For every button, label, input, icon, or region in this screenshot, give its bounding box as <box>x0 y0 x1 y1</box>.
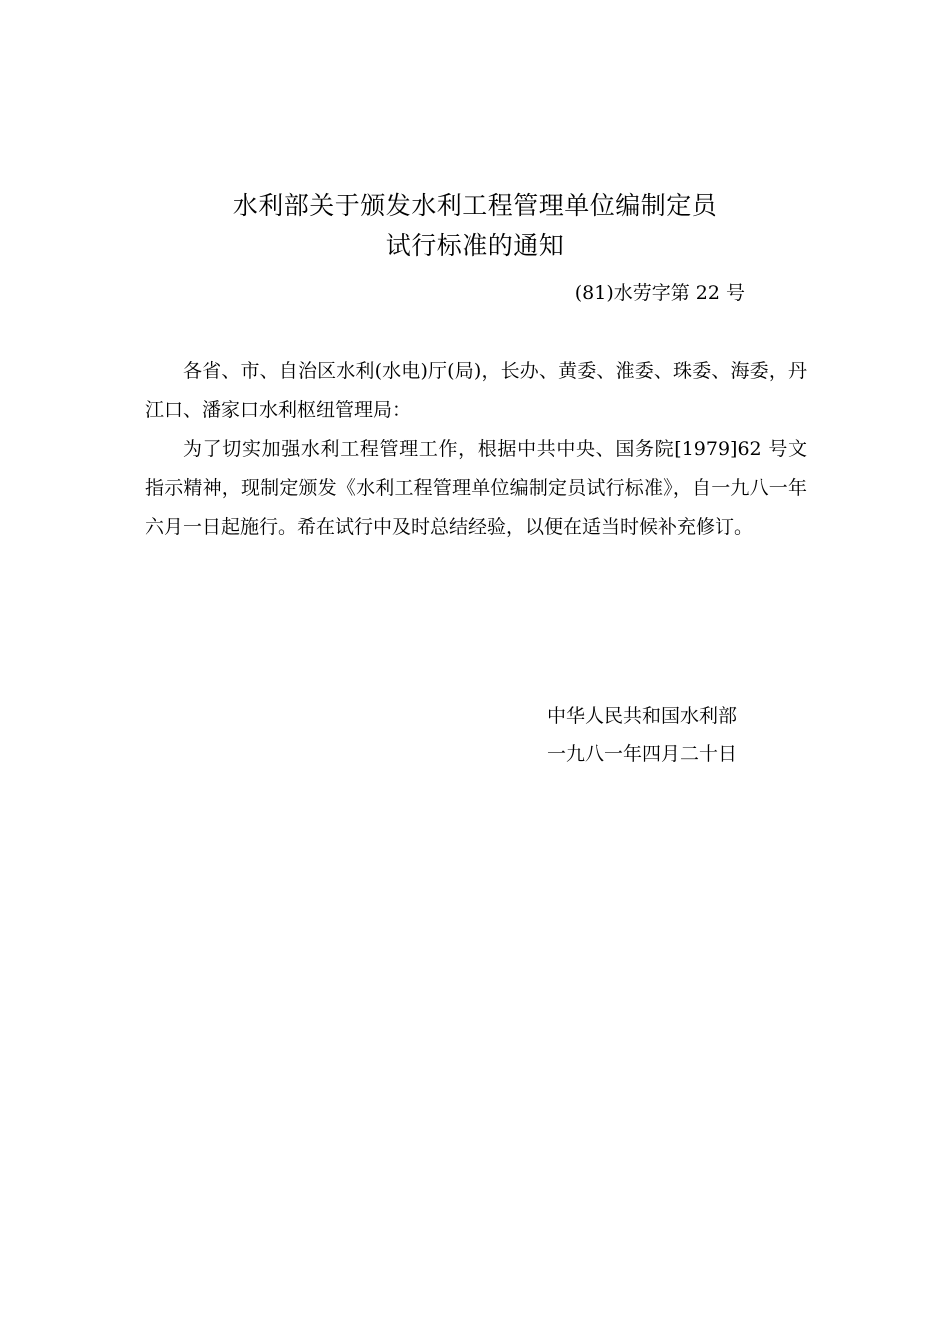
issue-date: 一九八一年四月二十日 <box>547 743 738 765</box>
paragraph-addressees: 各省、市、自治区水利(水电)厅(局)，长办、黄委、淮委、珠委、海委，丹江口、潘家口水利枢纽管理局： <box>145 360 807 421</box>
title-line-2: 试行标准的通知 <box>385 231 565 260</box>
document-title <box>0 186 950 266</box>
document-body <box>145 352 807 547</box>
issuer-name: 中华人民共和国水利部 <box>547 705 738 727</box>
title-line-1: 水利部关于颁发水利工程管理单位编制定员 <box>232 191 718 220</box>
signature-block <box>547 697 737 773</box>
paragraph-main: 为了切实加强水利工程管理工作，根据中共中央、国务院[1979]62 号文指示精神，现制定颁发《水利工程管理单位编制定员试行标准》，自一九八一年六月一日起施行。希在试行中及时总结经验，以便在适当时候补充修订。 <box>145 438 807 538</box>
document-number: (81)水劳字第 22 号 <box>574 282 745 304</box>
